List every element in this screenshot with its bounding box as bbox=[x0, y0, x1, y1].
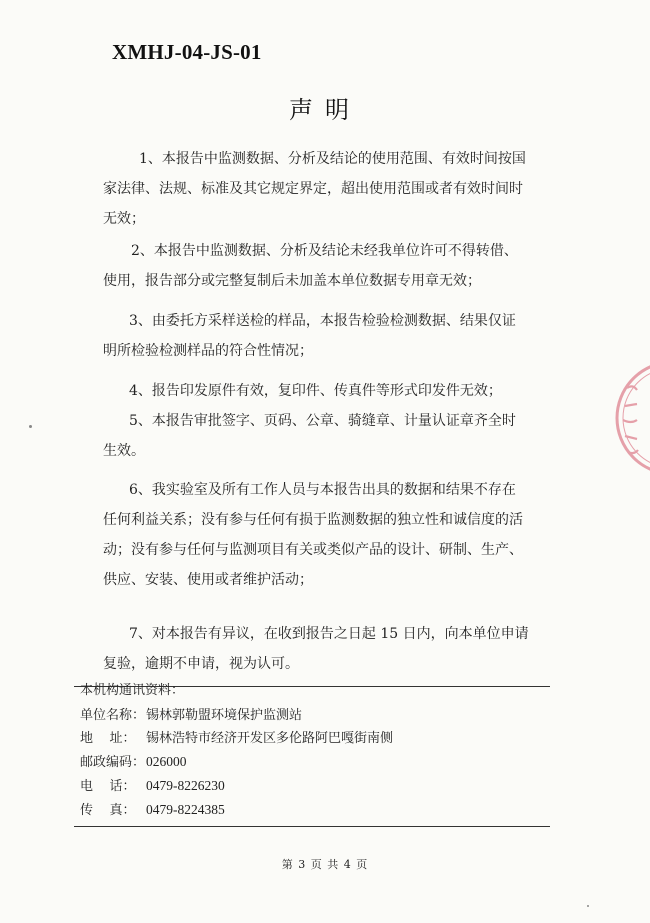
clause-2 bbox=[103, 236, 581, 296]
scan-speck bbox=[587, 905, 589, 907]
clause-line: 生效。 bbox=[103, 443, 145, 459]
clause-line: 3、由委托方采样送检的样品，本报告检验检测数据、结果仅证 bbox=[129, 313, 516, 329]
contact-label: 邮政编码： bbox=[80, 755, 146, 770]
contact-row-postcode bbox=[80, 751, 187, 773]
clause-line: 5、本报告审批签字、页码、公章、骑缝章、计量认证章齐全时 bbox=[129, 413, 516, 429]
contact-row-fax bbox=[80, 799, 225, 821]
contact-value: 0479-8224385 bbox=[146, 802, 225, 817]
clause-line: 2、本报告中监测数据、分析及结论未经我单位许可不得转借、 bbox=[131, 243, 518, 259]
contact-label: 单位名称： bbox=[80, 708, 146, 723]
clause-line: 使用，报告部分或完整复制后未加盖本单位数据专用章无效； bbox=[103, 273, 481, 289]
clause-line: 复验，逾期不申请，视为认可。 bbox=[103, 656, 299, 672]
page-number: 第 3 页 共 4 页 bbox=[281, 858, 369, 871]
page-title: 声明 bbox=[289, 96, 361, 124]
clause-line: 无效； bbox=[103, 211, 145, 227]
clause-6 bbox=[103, 475, 581, 595]
contact-value: 0479-8226230 bbox=[146, 778, 225, 793]
clause-4 bbox=[103, 376, 581, 406]
clause-line: 7、对本报告有异议，在收到报告之日起 15 日内，向本单位申请 bbox=[129, 626, 529, 642]
contact-row-unit bbox=[80, 704, 302, 726]
contact-header: 本机构通讯资料： bbox=[80, 683, 185, 698]
contact-divider-bottom bbox=[74, 826, 550, 827]
clause-line: 任何利益关系；没有参与任何有损于监测数据的独立性和诚信度的活 bbox=[103, 512, 523, 528]
clause-line: 4、报告印发原件有效，复印件、传真件等形式印发件无效； bbox=[129, 383, 502, 399]
contact-label: 电 话： bbox=[80, 779, 136, 794]
contact-value: 锡林郭勒盟环境保护监测站 bbox=[146, 708, 303, 723]
contact-value: 锡林浩特市经济开发区多伦路阿巴嘎街南侧 bbox=[146, 731, 394, 746]
contact-label: 地 址： bbox=[80, 731, 136, 746]
clause-1 bbox=[103, 144, 581, 234]
document-code: XMHJ-04-JS-01 bbox=[112, 40, 262, 64]
clause-7 bbox=[103, 619, 581, 679]
contact-row-address bbox=[80, 727, 393, 749]
clause-line: 6、我实验室及所有工作人员与本报告出具的数据和结果不存在 bbox=[129, 482, 516, 498]
clause-line: 动；没有参与任何与监测项目有关或类似产品的设计、研制、生产、 bbox=[103, 542, 523, 558]
contact-value: 026000 bbox=[146, 754, 187, 769]
clause-line: 明所检验检测样品的符合性情况； bbox=[103, 343, 313, 359]
contact-row-phone bbox=[80, 775, 225, 797]
contact-label: 传 真： bbox=[80, 803, 136, 818]
clause-line: 供应、安装、使用或者维护活动； bbox=[103, 572, 313, 588]
clause-line: 家法律、法规、标准及其它规定界定，超出使用范围或者有效时间时 bbox=[103, 181, 523, 197]
clause-line: 1、本报告中监测数据、分析及结论的使用范围、有效时间按国 bbox=[139, 151, 526, 167]
seal-stamp-icon bbox=[603, 358, 650, 478]
clause-3 bbox=[103, 306, 581, 366]
clause-5 bbox=[103, 406, 581, 466]
scan-speck bbox=[29, 425, 32, 428]
